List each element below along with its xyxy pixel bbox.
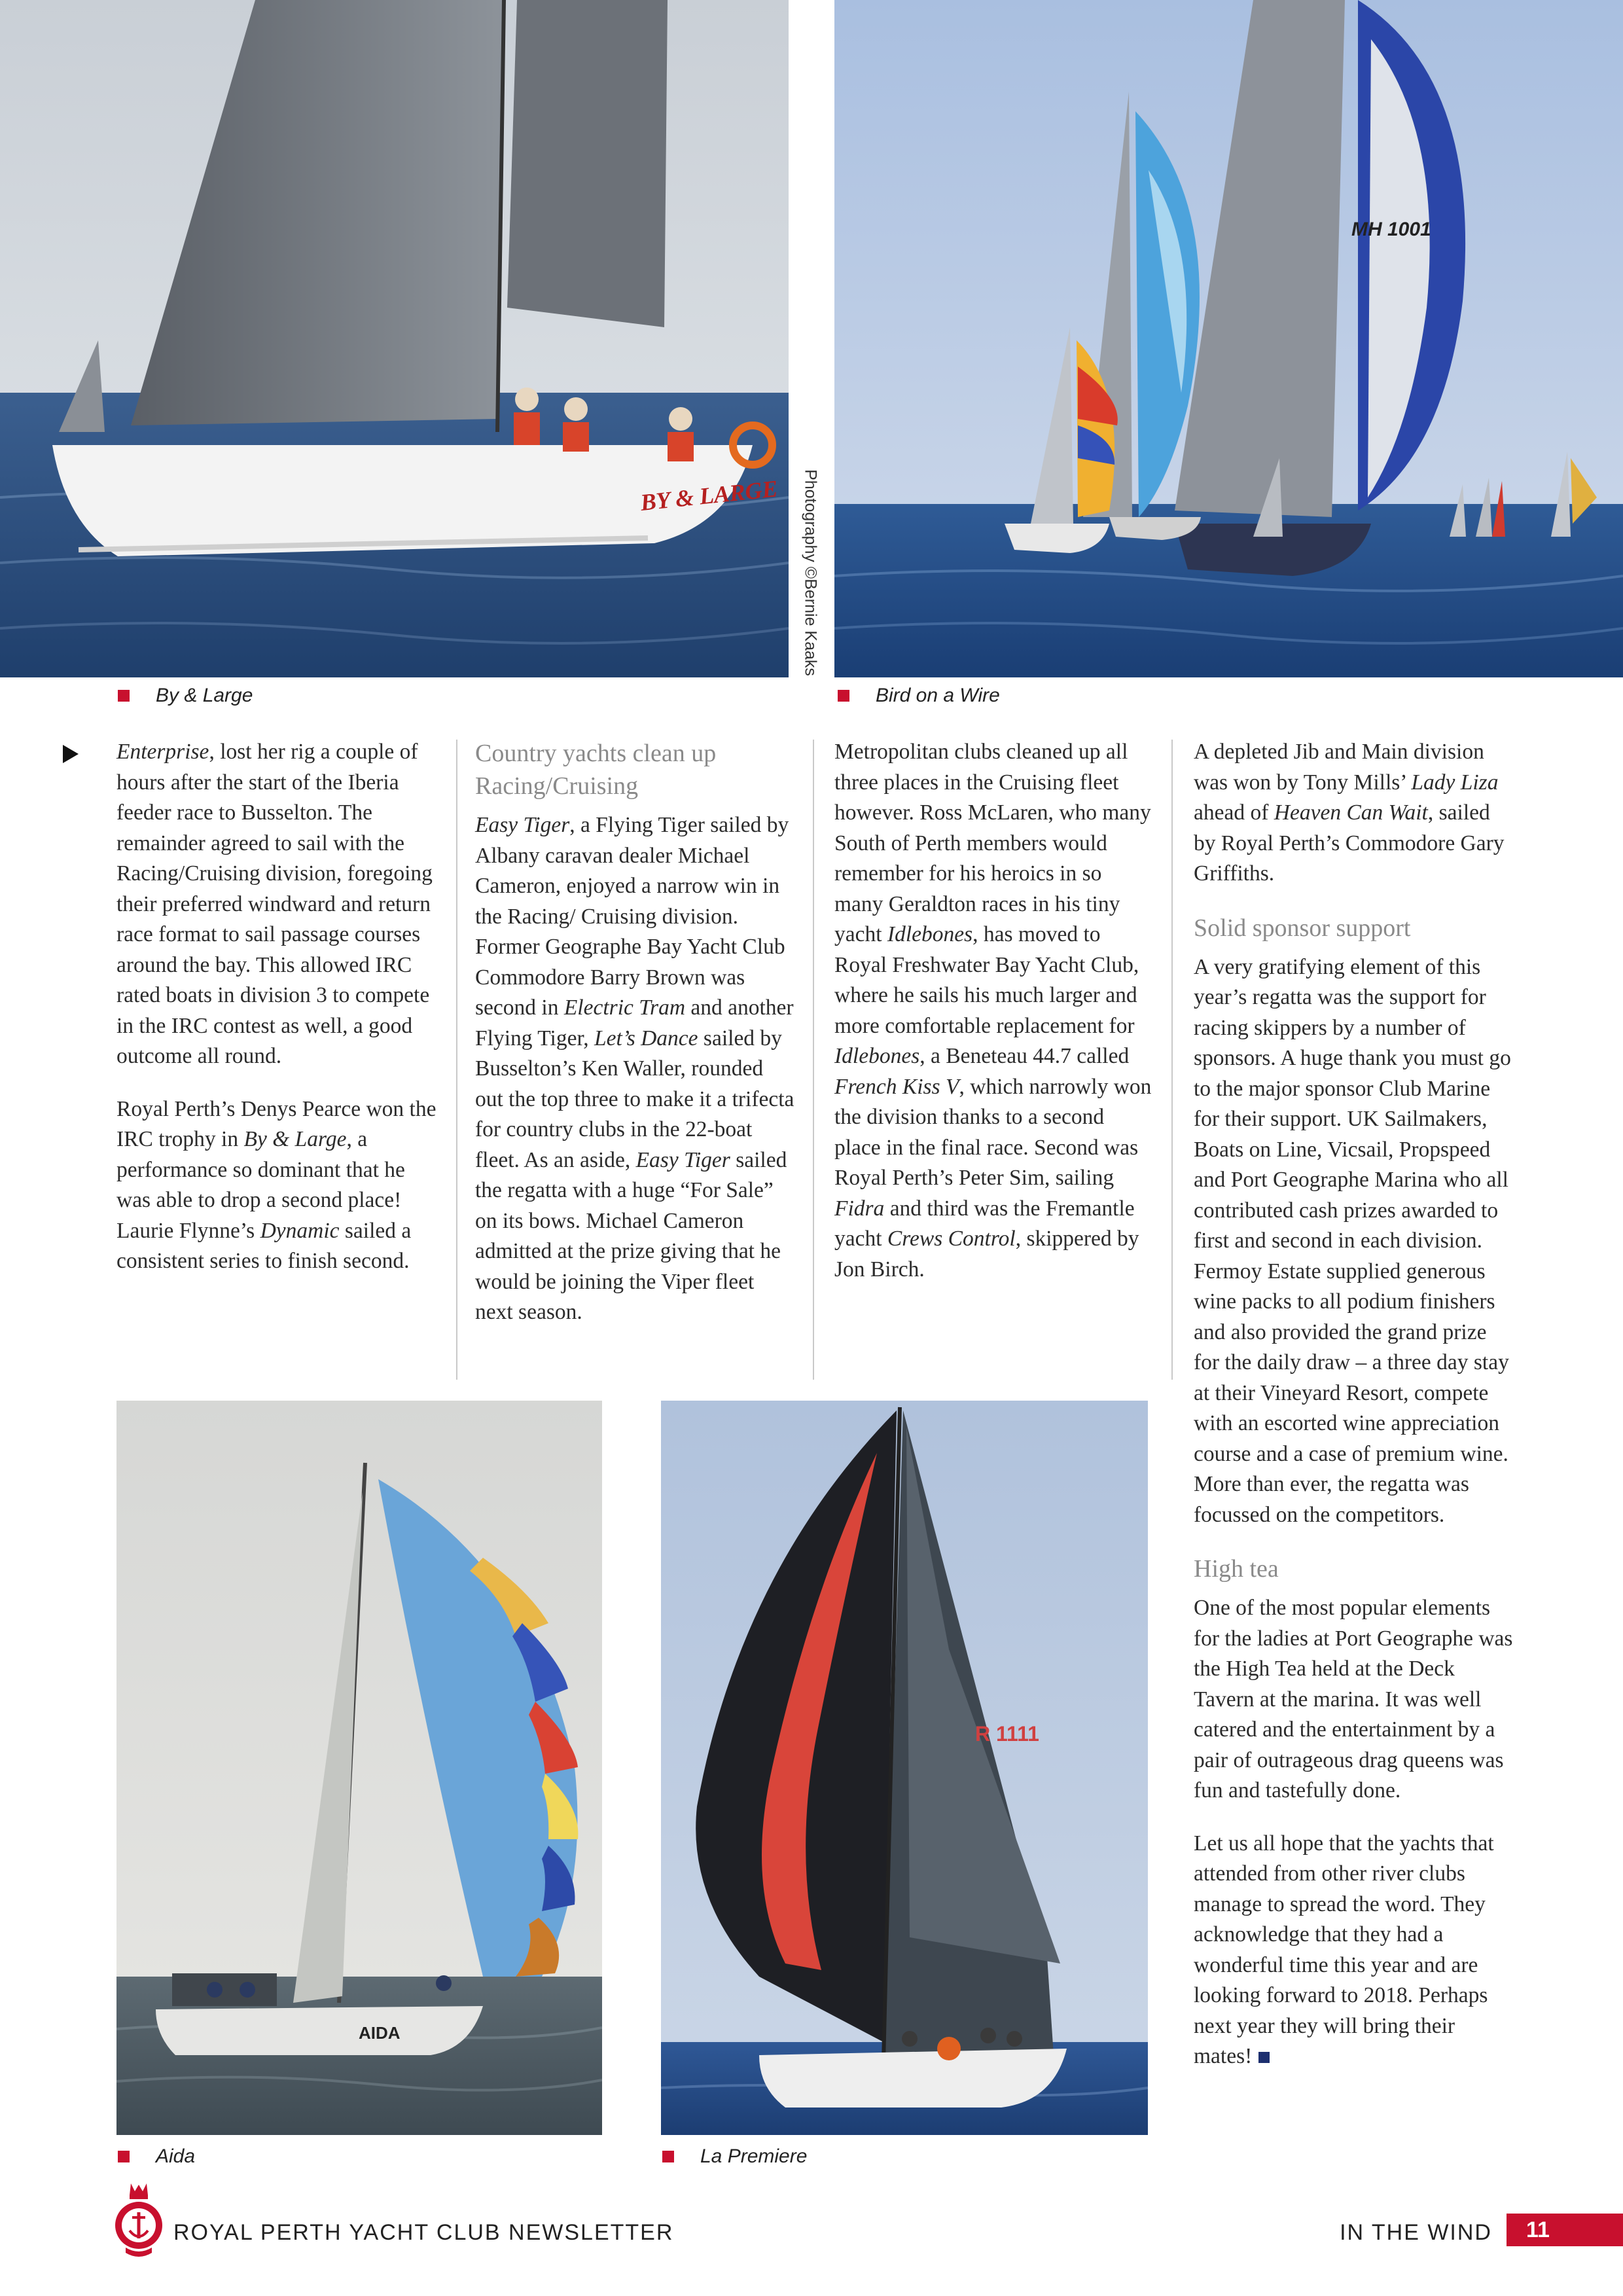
page-number: 11 <box>1507 2214 1623 2246</box>
photo-by-and-large <box>0 0 789 677</box>
photo-bird-on-a-wire <box>834 0 1623 677</box>
column-divider <box>1171 740 1173 1380</box>
photo-aida <box>116 1401 602 2135</box>
caption-marker <box>118 2151 130 2162</box>
paragraph: A depleted Jib and Main division was won by Tony Mills’ Lady Liza ahead of Heaven Can Wait, sailed by Royal Perth’s Commodore Gary Griffiths. <box>1194 740 1505 886</box>
article-column-3 <box>834 737 1155 1307</box>
photo-credit: Photography ©Bernie Kaaks <box>801 469 820 676</box>
hull-name-by-and-large: BY & LARGE <box>639 475 779 516</box>
end-of-article-mark <box>1258 2052 1270 2063</box>
sail-number-bird-on-a-wire: MH 1001 <box>1351 219 1431 240</box>
hull-name-aida: AIDA <box>359 2023 401 2043</box>
paragraph: Easy Tiger, a Flying Tiger sailed by Albany caravan dealer Michael Cameron, enjoyed a narrow win in the Racing/ Cruising division. Former Geographe Bay Yacht Club Commodore Barry Brown was second in Electric Tram and another Flying Tiger, Let’s Dance sailed by Busselton’s Ken Waller, rounded out the top three to make it a trifecta for country clubs in the 22-boat fleet. As an aside, Easy Tiger sailed the regatta with a huge “For Sale” on its bows. Michael Cameron admitted at the prize giving that he would be joining the Viper fleet next season. <box>475 813 794 1324</box>
article-column-1 <box>116 737 437 1299</box>
caption-marker <box>118 690 130 702</box>
publication-name: ROYAL PERTH YACHT CLUB NEWSLETTER <box>173 2220 674 2245</box>
caption-by-and-large: By & Large <box>118 685 253 707</box>
paragraph: Royal Perth’s Denys Pearce won the IRC trophy in By & Large, a performance so dominant that he was able to drop a second place! Laurie Flynne’s Dynamic sailed a consistent series to finish second. <box>116 1096 437 1273</box>
section-heading: Solid sponsor support <box>1194 914 1411 942</box>
caption-la-premiere: La Premiere <box>662 2145 807 2168</box>
caption-marker <box>662 2151 674 2162</box>
section-heading: Country yachts clean up Racing/Cruising <box>475 740 717 800</box>
paragraph: A very gratifying element of this year’s regatta was the support for racing skippers by a number of sponsors. A huge thank you must go to the major sponsor Club Marine for their support. UK Sailmakers, Boats on Line, Vicsail, Propspeed and Port Geographe Marina who all contributed cash prizes awarded to first and second in each division. Fermoy Estate supplied generous wine packs to all podium finishers and also provided the grand prize for the daily draw – a three day stay at their Vineyard Resort, compete with an escorted wine appreciation course and a case of premium wine. More than ever, the regatta was focussed on the competitors. <box>1194 954 1511 1527</box>
caption-marker <box>838 690 849 702</box>
photo-la-premiere <box>661 1401 1148 2135</box>
paragraph: Metropolitan clubs cleaned up all three places in the Cruising fleet however. Ross McLaren, who many South of Perth members would remember for his heroics in so many Geraldton races in his tiny yacht Idlebones, has moved to Royal Freshwater Bay Yacht Club, where he sails his much larger and more comfortable replacement for Idlebones, a Beneteau 44.7 called French Kiss V, which narrowly won the division thanks to a second place in the final race. Second was Royal Perth’s Peter Sim, sailing Fidra and third was the Fremantle yacht Crews Control, skippered by Jon Birch. <box>834 740 1152 1282</box>
section-name: IN THE WIND <box>1340 2220 1492 2245</box>
paragraph: Enterprise, lost her rig a couple of hours after the start of the Iberia feeder race to Busselton. The remainder agreed to sail with the Racing/Cruising division, foregoing their preferred windward and return race format to sail passage courses around the bay. This allowed IRC rated boats in division 3 to compete in the IRC contest as well, a good outcome all round. <box>116 740 433 1068</box>
article-column-4 <box>1194 737 1514 2094</box>
column-divider <box>813 740 814 1380</box>
caption-aida: Aida <box>118 2145 195 2168</box>
sail-number-la-premiere: R 1111 <box>975 1722 1039 1746</box>
paragraph: Let us all hope that the yachts that attended from other river clubs manage to spread the word. They acknowledge that they had a wonderful time this year and are looking forward to 2018. Perhaps next year they will bring their mates! <box>1194 1831 1494 2068</box>
continuation-arrow-icon <box>63 745 79 763</box>
paragraph: One of the most popular elements for the ladies at Port Geographe was the High Tea held at the Deck Tavern at the marina. It was well catered and the entertainment by a pair of outrageous drag queens was fun and tastefully done. <box>1194 1596 1513 1803</box>
club-crest-icon <box>113 2179 165 2265</box>
column-divider <box>456 740 457 1380</box>
section-heading: High tea <box>1194 1555 1279 1583</box>
article-column-2 <box>475 737 796 1350</box>
caption-bird-on-a-wire: Bird on a Wire <box>838 685 1000 707</box>
